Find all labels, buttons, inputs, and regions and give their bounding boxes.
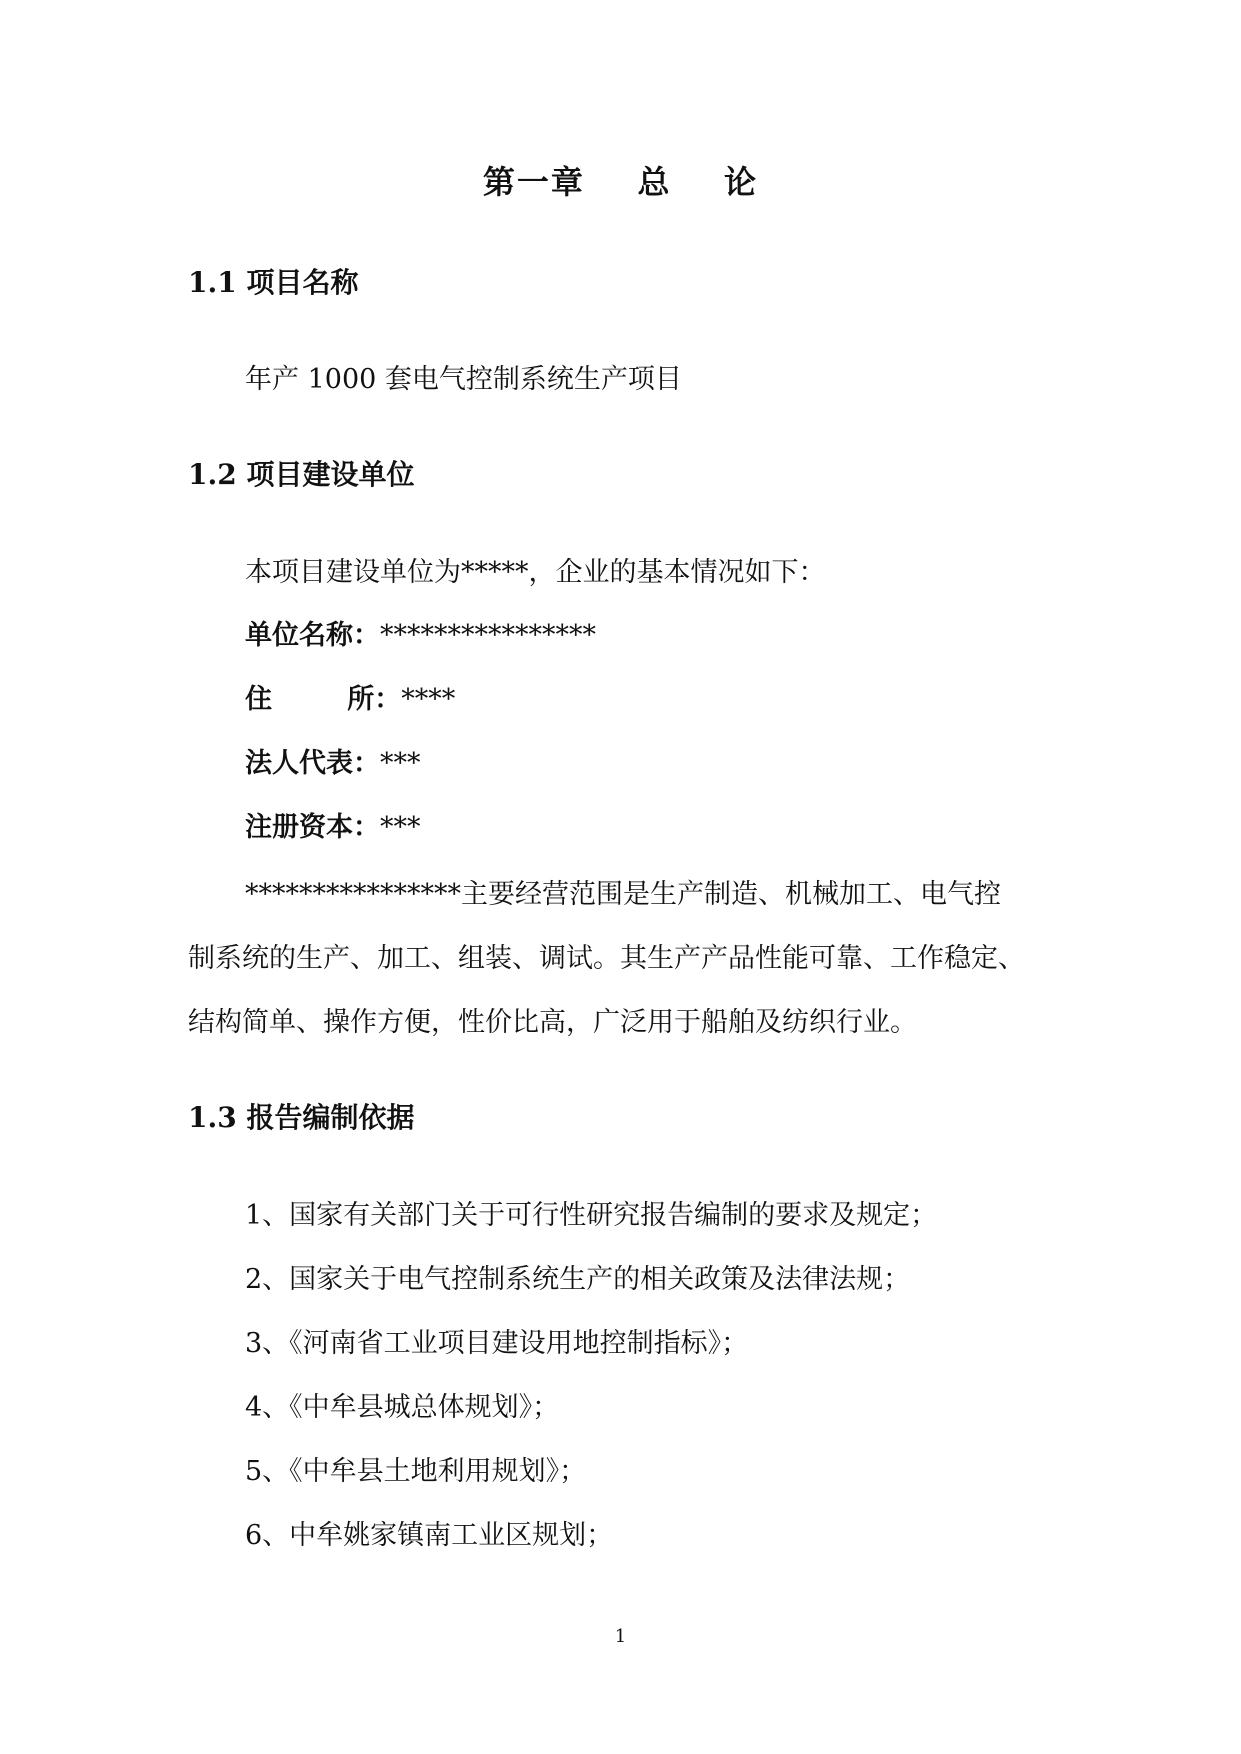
- field-value: ****: [401, 684, 456, 715]
- section-heading-1-2: 1.2 项目建设单位: [188, 458, 415, 491]
- section-heading-1-1: 1.1 项目名称: [188, 266, 359, 299]
- basis-item-2: 2、国家关于电气控制系统生产的相关政策及法律法规；: [245, 1264, 911, 1295]
- field-label: 单位名称：: [245, 620, 380, 651]
- basis-item-4: 4、《中牟县城总体规划》；: [245, 1392, 560, 1423]
- description-line-2: 制系统的生产、加工、组装、调试。其生产产品性能可靠、工作稳定、: [188, 943, 1025, 974]
- basis-item-6: 6、中牟姚家镇南工业区规划；: [245, 1520, 614, 1551]
- field-value: ***: [380, 812, 421, 843]
- unit-intro-text: 本项目建设单位为*****，企业的基本情况如下：: [245, 557, 826, 588]
- basis-item-3: 3、《河南省工业项目建设用地控制指标》；: [245, 1328, 749, 1359]
- field-label: 住 所：: [245, 684, 402, 715]
- field-legal-rep: [245, 744, 421, 784]
- field-address: [245, 680, 455, 720]
- project-name-text: 年产 1000 套电气控制系统生产项目: [245, 364, 682, 395]
- basis-item-5: 5、《中牟县土地利用规划》；: [245, 1456, 587, 1487]
- field-value: ****************: [380, 620, 596, 651]
- basis-item-1: 1、国家有关部门关于可行性研究报告编制的要求及规定；: [245, 1200, 938, 1231]
- field-registered-capital: [245, 808, 421, 848]
- field-unit-name: [245, 616, 596, 656]
- field-value: ***: [380, 748, 421, 779]
- field-label: 注册资本：: [245, 812, 380, 843]
- description-line-3: 结构简单、操作方便，性价比高，广泛用于船舶及纺织行业。: [188, 1007, 917, 1038]
- page-number: 1: [614, 1626, 627, 1647]
- chapter-title: 第一章 总 论: [482, 163, 759, 201]
- description-line-1: ****************主要经营范围是生产制造、机械加工、电气控: [245, 879, 1001, 910]
- section-heading-1-3: 1.3 报告编制依据: [188, 1101, 415, 1134]
- field-label: 法人代表：: [245, 748, 380, 779]
